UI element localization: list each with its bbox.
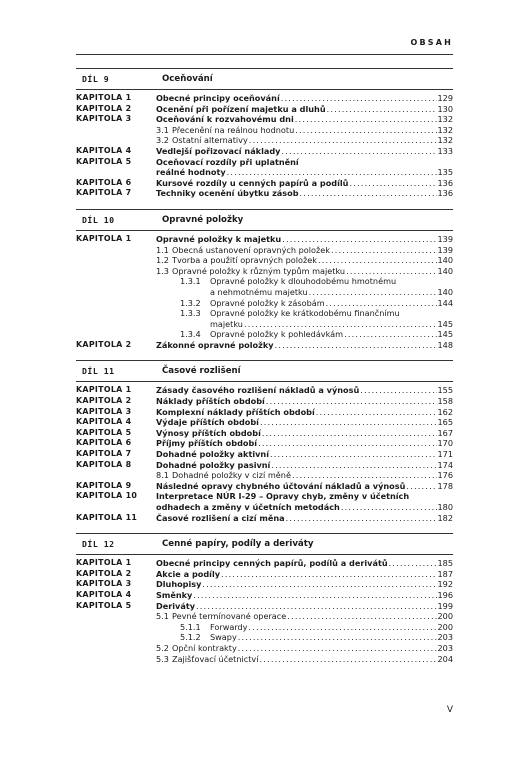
entry-title: Vedlejší pořizovací náklady (156, 145, 281, 156)
entry-title: Tvorba a použití opravných položek (172, 255, 317, 266)
page-ref: 140 (437, 255, 453, 266)
section-number (156, 319, 210, 330)
toc-entry[interactable] (76, 428, 453, 439)
entry-title: Opravné položky k majetku (156, 233, 282, 244)
page-ref: 182 (437, 512, 453, 523)
chapter-label: KAPITOLA 4 (76, 145, 132, 155)
entry-title: Obecné principy cenných papírů, podílů a derivátů (156, 558, 388, 569)
part-heading (76, 209, 453, 231)
entry-title: Akcie a podíly (156, 568, 221, 579)
toc-entry[interactable] (76, 491, 453, 502)
toc-entry[interactable] (76, 234, 453, 245)
toc-entry[interactable] (76, 114, 453, 125)
chapter-label (76, 632, 156, 643)
entry-title: Výdaje příštích období (156, 417, 259, 428)
entry-body (156, 234, 453, 245)
entry-title: Náklady příštích období (156, 396, 265, 407)
toc-entry[interactable] (76, 245, 453, 256)
chapter-label (76, 611, 156, 622)
chapter-label: KAPITOLA 9 (76, 480, 132, 490)
entry-body (156, 491, 453, 502)
chapter-label: KAPITOLA 10 (76, 491, 138, 501)
entry-body (156, 579, 453, 590)
toc-entry[interactable] (76, 255, 453, 266)
dot-leader (299, 188, 438, 199)
entry-title: Kursové rozdíly u cenných papírů a podílů (156, 177, 349, 188)
toc-entry[interactable] (76, 146, 453, 157)
entry-title: Opravné položky k zásobám (210, 297, 325, 308)
chapter-label: KAPITOLA 1 (76, 93, 132, 102)
entry-body (156, 622, 453, 633)
toc-entry[interactable] (76, 601, 453, 612)
chapter-label (76, 245, 156, 256)
toc-entry[interactable] (76, 654, 453, 665)
page-ref: 132 (437, 114, 453, 125)
page-ref: 132 (437, 124, 453, 135)
chapter-label: KAPITOLA 11 (76, 512, 138, 522)
entry-body (156, 438, 453, 449)
chapter-label: KAPITOLA 2 (76, 396, 132, 406)
entry-body (156, 449, 453, 460)
entry-title: Oceňování k rozvahovému dni (156, 114, 294, 125)
dot-leader (330, 245, 438, 256)
dot-leader (201, 579, 437, 590)
toc-entry[interactable] (76, 298, 453, 309)
page-ref: 145 (437, 329, 453, 340)
entry-title: Dluhopisy (156, 579, 202, 590)
entry-body (156, 245, 453, 256)
chapter-label (76, 255, 156, 266)
chapter-label (76, 470, 156, 481)
part-spacer (76, 523, 453, 533)
chapter-label: KAPITOLA 3 (76, 579, 132, 589)
chapter-label (76, 308, 156, 319)
part-title: Oceňování (162, 74, 213, 84)
entry-body (156, 178, 453, 189)
entry-title: reálné hodnoty (156, 167, 226, 178)
toc-entry[interactable] (76, 558, 453, 569)
part-heading (76, 533, 453, 555)
part-title: Časové rozlišení (162, 366, 241, 377)
entry-title: Dohadné položky pasivní (156, 459, 271, 470)
chapter-label: KAPITOLA 5 (76, 156, 132, 166)
chapter-label (76, 654, 156, 665)
toc-entry[interactable] (76, 438, 453, 449)
entry-title: odhadech a změny v účetních metodách (156, 502, 340, 512)
section-number: 3.2 (156, 135, 169, 146)
part-label: DÍL 9 (82, 74, 110, 84)
section-number: 1.3.4 (180, 329, 201, 340)
page-ref: 200 (437, 611, 453, 622)
toc-entry[interactable] (76, 104, 453, 115)
chapter-label (76, 298, 156, 309)
entry-body (156, 340, 453, 351)
entry-title: Přecenění na reálnou hodnotu (172, 124, 295, 135)
chapter-label: KAPITOLA 7 (76, 449, 132, 459)
entry-body (156, 643, 453, 654)
toc-entry[interactable] (76, 135, 453, 146)
section-number: 5.3 (156, 653, 169, 664)
entry-title: Swapy (210, 632, 237, 643)
entry-title: Pevné termínované operace (172, 611, 287, 622)
entry-body (156, 188, 453, 199)
table-of-contents (76, 68, 453, 664)
dot-leader (243, 319, 438, 330)
section-number: 1.3.1 (180, 276, 201, 287)
dot-leader (405, 481, 437, 492)
dot-leader (237, 632, 438, 643)
entry-title: Komplexní náklady příštích období (156, 406, 315, 417)
chapter-label: KAPITOLA 4 (76, 589, 132, 599)
page-ref: 140 (437, 265, 453, 276)
page-ref: 140 (437, 286, 453, 297)
toc-entry[interactable] (76, 632, 453, 643)
dot-leader (308, 287, 438, 298)
page-ref: 144 (437, 297, 453, 308)
chapter-label: KAPITOLA 3 (76, 406, 132, 416)
page-ref: 145 (437, 318, 453, 329)
dot-leader (269, 449, 438, 460)
dot-leader (237, 643, 438, 654)
entry-body (156, 460, 453, 471)
dot-leader (348, 178, 437, 189)
toc-entry[interactable] (76, 396, 453, 407)
toc-entry[interactable] (76, 502, 453, 513)
chapter-label (76, 125, 156, 136)
section-number: 1.1 (156, 244, 169, 255)
toc-entry[interactable] (76, 340, 453, 351)
chapter-label: KAPITOLA 1 (76, 385, 132, 395)
toc-entry[interactable] (76, 579, 453, 590)
dot-leader (248, 135, 438, 146)
entry-body (156, 590, 453, 601)
dot-leader (257, 438, 437, 449)
toc-entry[interactable] (76, 385, 453, 396)
entry-title: majetku (210, 318, 243, 329)
toc-entry[interactable] (76, 308, 453, 319)
page-ref: 136 (437, 177, 453, 188)
page-ref: 130 (437, 103, 453, 114)
dot-leader (294, 114, 438, 125)
entry-body (156, 417, 453, 428)
toc-entry[interactable] (76, 622, 453, 633)
entry-title: Interpretace NÚR I-29 – Opravy chyb, změny v účetních (156, 491, 410, 502)
entry-body (156, 513, 453, 524)
page-ref (396, 276, 410, 287)
entry-body (156, 308, 453, 319)
entry-body (156, 298, 453, 309)
entry-body (156, 385, 453, 396)
chapter-label: KAPITOLA 5 (76, 600, 132, 610)
page-ref: 204 (437, 653, 453, 664)
dot-leader (345, 266, 437, 277)
chapter-label (76, 622, 156, 633)
toc-entry[interactable] (76, 329, 453, 340)
chapter-label (76, 135, 156, 146)
page-ref: 187 (437, 568, 453, 579)
entry-title: Ostatní alternativy (172, 135, 248, 146)
entry-body (156, 502, 453, 513)
chapter-label: KAPITOLA 8 (76, 459, 132, 469)
chapter-label (76, 287, 156, 298)
toc-entry[interactable] (76, 266, 453, 277)
running-header (76, 38, 453, 55)
entry-body (156, 135, 453, 146)
part-heading (76, 360, 453, 382)
page-ref: 129 (437, 93, 453, 103)
page-ref: 135 (437, 167, 453, 178)
entry-title: Obecné principy oceňování (156, 93, 280, 103)
toc-entry[interactable] (76, 93, 453, 104)
toc-entry[interactable] (76, 319, 453, 330)
dot-leader (220, 569, 437, 580)
dot-leader (192, 590, 437, 601)
entry-body (156, 558, 453, 569)
toc-entry[interactable] (76, 513, 453, 524)
entry-title: Techniky ocenění úbytku zásob (156, 188, 299, 199)
dot-leader (280, 93, 438, 104)
page-ref: 155 (437, 385, 453, 396)
part-label: DÍL 11 (82, 366, 115, 377)
toc-entry[interactable] (76, 643, 453, 654)
entry-title: Zákonné opravné položky (156, 339, 274, 350)
chapter-label: KAPITOLA 5 (76, 427, 132, 437)
section-number: 1.3.2 (180, 297, 201, 308)
dot-leader (258, 654, 437, 665)
entry-title: Obecná ustanovení opravných položek (172, 244, 330, 255)
page-ref: 139 (437, 244, 453, 255)
page-ref: 203 (437, 642, 453, 653)
entry-body (156, 428, 453, 439)
dot-leader (315, 407, 438, 418)
dot-leader (294, 125, 437, 136)
entry-title: Směnky (156, 589, 193, 600)
entry-body (156, 276, 453, 287)
chapter-label: KAPITOLA 4 (76, 417, 132, 427)
chapter-label: KAPITOLA 2 (76, 339, 132, 349)
entry-title: Výnosy příštích období (156, 427, 261, 438)
dot-leader (265, 396, 438, 407)
toc-entry[interactable] (76, 460, 453, 471)
page-ref: 167 (437, 427, 453, 438)
dot-leader (270, 460, 437, 471)
page-ref: 133 (437, 145, 453, 156)
dot-leader (247, 622, 437, 633)
dot-leader (195, 601, 437, 612)
dot-leader (261, 428, 438, 439)
chapter-label: KAPITOLA 7 (76, 188, 132, 198)
page-ref: 180 (437, 502, 453, 512)
entry-body (156, 329, 453, 340)
dot-leader (359, 385, 437, 396)
toc-entry[interactable] (76, 188, 453, 199)
section-number: 1.3 (156, 265, 169, 276)
entry-body (156, 93, 453, 104)
entry-body (156, 167, 453, 178)
toc-entry[interactable] (76, 276, 453, 287)
page-ref: 178 (437, 480, 453, 491)
entry-body (156, 125, 453, 136)
entry-title: Následné opravy chybného účtování nákladů a výnosů (156, 480, 406, 491)
running-header-title: OBSAH (410, 38, 453, 47)
chapter-label (76, 276, 156, 287)
section-number: 1.2 (156, 255, 169, 266)
part-title: Opravné položky (162, 214, 244, 225)
entry-body (156, 470, 453, 481)
entry-body (156, 146, 453, 157)
toc-entry[interactable] (76, 178, 453, 189)
entry-title: Forwardy (210, 621, 248, 632)
chapter-label: KAPITOLA 6 (76, 177, 132, 187)
toc-entry[interactable] (76, 470, 453, 481)
entry-body (156, 396, 453, 407)
entry-title: Časové rozlišení a cizí měna (156, 512, 285, 523)
page-ref (409, 491, 423, 502)
toc-entry[interactable] (76, 481, 453, 492)
toc-entry[interactable] (76, 287, 453, 298)
page-ref: 148 (437, 339, 453, 350)
page-ref: 176 (437, 470, 453, 481)
entry-body (156, 114, 453, 125)
dot-leader (343, 329, 437, 340)
page-ref: 171 (437, 449, 453, 460)
dot-leader (281, 234, 437, 245)
entry-body (156, 632, 453, 643)
page-ref: 174 (437, 459, 453, 470)
entry-title: Oceňovací rozdíly při uplatnění (156, 156, 299, 167)
section-number: 8.1 (156, 470, 169, 481)
chapter-label: KAPITOLA 2 (76, 568, 132, 578)
page-ref: 132 (437, 135, 453, 146)
chapter-label: KAPITOLA 2 (76, 103, 132, 113)
part-label: DÍL 10 (82, 214, 115, 225)
dot-leader (274, 340, 438, 351)
chapter-label (76, 167, 156, 178)
entry-title: Příjmy příštích období (156, 438, 258, 449)
dot-leader (291, 470, 438, 481)
entry-title: Opravné položky k různým typům majetku (172, 265, 346, 276)
entry-title: a nehmotnému majetku (210, 286, 308, 297)
toc-entry[interactable] (76, 407, 453, 418)
toc-entry[interactable] (76, 125, 453, 136)
entry-body (156, 287, 453, 298)
dot-leader (226, 167, 438, 178)
chapter-label: KAPITOLA 3 (76, 114, 132, 124)
part-spacer (76, 199, 453, 209)
section-number: 3.1 (156, 124, 169, 135)
section-number: 5.1 (156, 611, 169, 622)
page-ref: 136 (437, 188, 453, 199)
toc-entry[interactable] (76, 157, 453, 168)
dot-leader (326, 104, 438, 115)
entry-title: Opravné položky ke krátkodobému finančnímu (210, 308, 400, 319)
part-title: Cenné papíry, podíly a deriváty (162, 539, 314, 550)
page-ref: 196 (437, 589, 453, 600)
page-ref: 203 (437, 632, 453, 643)
entry-body (156, 407, 453, 418)
section-number: 1.3.3 (180, 308, 201, 319)
chapter-label (76, 502, 156, 513)
dot-leader (340, 502, 438, 513)
chapter-label: KAPITOLA 6 (76, 438, 132, 448)
toc-entry[interactable] (76, 590, 453, 601)
entry-body (156, 319, 453, 330)
page-ref: 139 (437, 233, 453, 244)
dot-leader (259, 417, 438, 428)
entry-title: Deriváty (156, 600, 196, 611)
dot-leader (388, 558, 438, 569)
entry-title: Dohadné položky v cizí měně (172, 470, 291, 481)
section-number: 5.1.1 (180, 621, 201, 632)
chapter-label (76, 319, 156, 330)
part-heading (76, 68, 453, 90)
page-ref: 200 (437, 621, 453, 632)
section-number (156, 287, 210, 298)
entry-body (156, 255, 453, 266)
page-ref: 170 (437, 438, 453, 449)
entry-body (156, 601, 453, 612)
entry-body (156, 157, 453, 168)
page-ref: 158 (437, 396, 453, 407)
page-ref (299, 157, 313, 168)
page-ref: 165 (437, 417, 453, 428)
page-ref: 185 (437, 558, 453, 569)
section-number: 5.1.2 (180, 632, 201, 643)
entry-body (156, 654, 453, 665)
entry-title: Zásady časového rozlišení nákladů a výnosů (156, 385, 360, 396)
dot-leader (285, 513, 438, 524)
dot-leader (286, 611, 437, 622)
dot-leader (317, 255, 438, 266)
toc-entry[interactable] (76, 611, 453, 622)
chapter-label (76, 643, 156, 654)
entry-body (156, 611, 453, 622)
entry-title: Opravné položky k dlouhodobému hmotnému (210, 276, 397, 287)
entry-title: Opční kontrakty (172, 642, 237, 653)
entry-body (156, 266, 453, 277)
page-ref: 199 (437, 600, 453, 611)
entry-title: Opravné položky k pohledávkám (210, 329, 344, 340)
chapter-label: KAPITOLA 1 (76, 233, 132, 243)
entry-body (156, 104, 453, 115)
part-spacer (76, 350, 453, 360)
section-number: 5.2 (156, 642, 169, 653)
toc-entry[interactable] (76, 417, 453, 428)
entry-title: Ocenění při pořízení majetku a dluhů (156, 103, 326, 114)
chapter-label: KAPITOLA 1 (76, 558, 132, 568)
toc-entry[interactable] (76, 569, 453, 580)
chapter-label (76, 266, 156, 277)
entry-body (156, 569, 453, 580)
page-number: V (446, 705, 453, 715)
chapter-label (76, 329, 156, 340)
page-ref: 192 (437, 579, 453, 590)
page-ref: 162 (437, 406, 453, 417)
entry-body (156, 481, 453, 492)
part-label: DÍL 12 (82, 539, 115, 550)
toc-entry[interactable] (76, 449, 453, 460)
entry-title: Dohadné položky aktivní (156, 449, 269, 460)
toc-entry[interactable] (76, 167, 453, 178)
page-ref (400, 308, 414, 319)
dot-leader (325, 298, 438, 309)
entry-title: Zajišťovací účetnictví (172, 653, 259, 664)
dot-leader (280, 146, 437, 157)
